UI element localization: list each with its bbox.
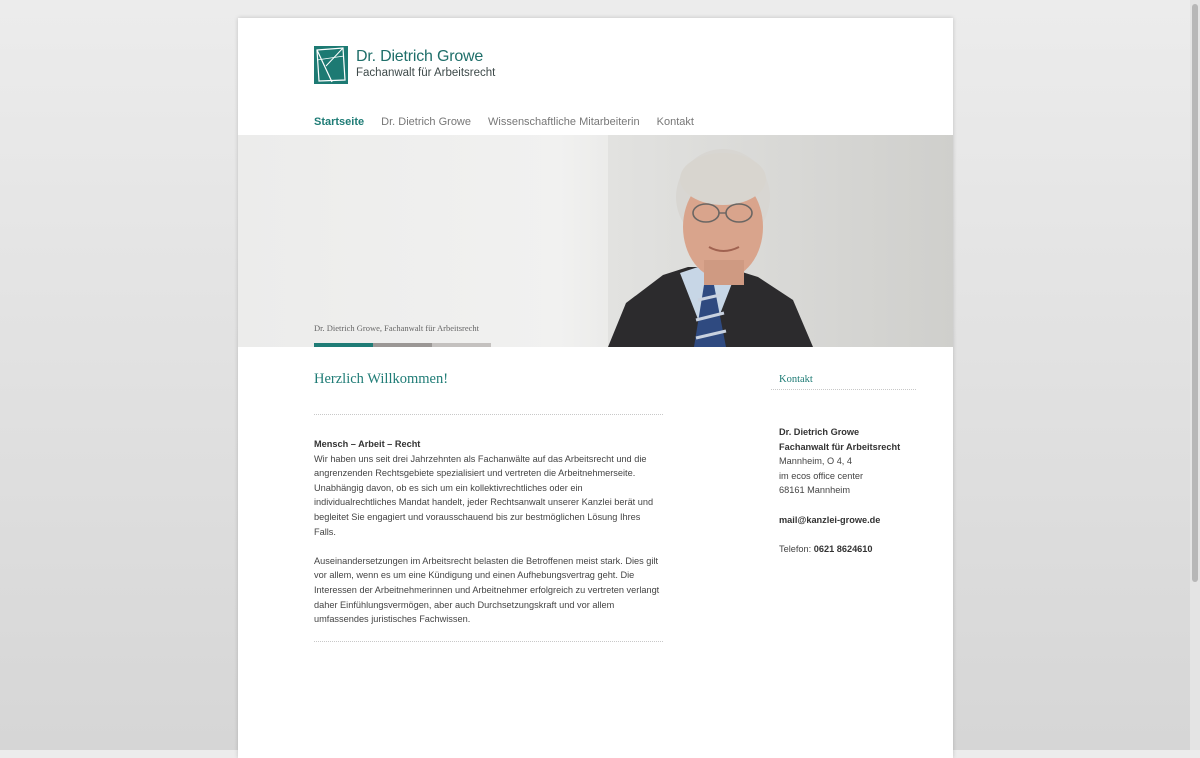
paragraph-2: Auseinandersetzungen im Arbeitsrecht belasten die Betroffenen meist stark. Dies gilt vor allem, wenn es um eine Kündigung und einen Aufhebungsvertrag geht. Die Interessen der Arbeitnehmerinnen und Arbeitnehmer erfolgreich zu vertreten verlangt daher Einfühlungsvermögen, aber auch Durchsetzungskraft und vor allem umfassendes juristisches Fachwissen.: [314, 555, 660, 625]
sidebar-title: Kontakt: [779, 374, 813, 385]
portrait-photo: [608, 135, 953, 347]
contact-role: Fachanwalt für Arbeitsrecht: [779, 441, 901, 452]
slider-dot-1[interactable]: [314, 343, 373, 347]
contact-email-link[interactable]: mail@kanzlei-growe.de: [779, 514, 881, 525]
main-content: [314, 371, 663, 642]
scrollbar-thumb[interactable]: [1192, 4, 1198, 582]
nav-item-startseite[interactable]: Startseite: [314, 116, 365, 128]
divider: [314, 414, 663, 415]
nav-item-wissenschaftliche-mitarbeiterin[interactable]: Wissenschaftliche Mitarbeiterin: [488, 116, 640, 128]
contact-name: Dr. Dietrich Growe: [779, 427, 860, 437]
sidebar-contact: [771, 374, 916, 556]
intro-heading: Mensch – Arbeit – Recht: [314, 439, 421, 449]
slider-dot-2[interactable]: [373, 343, 432, 347]
site-subtitle: Fachanwalt für Arbeitsrecht: [356, 67, 496, 79]
contact-city: 68161 Mannheim: [779, 485, 850, 496]
welcome-text: [314, 437, 663, 627]
hero-slider[interactable]: [238, 135, 953, 347]
page-scrollbar[interactable]: [1190, 0, 1200, 750]
contact-phone[interactable]: 0621 8624610: [813, 543, 873, 554]
contact-address: [779, 425, 916, 556]
site-logo[interactable]: [314, 46, 496, 84]
divider: [314, 641, 663, 642]
contact-building: im ecos office center: [779, 470, 864, 481]
logo-mark-icon: [314, 46, 348, 84]
slider-dot-3[interactable]: [432, 343, 491, 347]
paragraph-1: Wir haben uns seit drei Jahrzehnten als Fachanwälte auf das Arbeitsrecht und die angrenzenden Rechtsgebiete spezialisiert und vertreten die Arbeitnehmerseite. Unabhängig davon, ob es sich um ein kollektivrechtliches oder ein individualrechtliches Mandat handelt, jeder Rechtsanwalt unserer Kanzlei berät und begleitet Sie engagiert und vorausschauend bis zur bestmöglichen Lösung Ihres Falls.: [314, 453, 654, 537]
page-container: [238, 18, 953, 758]
nav-item-dr-dietrich-growe[interactable]: Dr. Dietrich Growe: [381, 116, 471, 128]
slider-progress: [314, 343, 491, 347]
site-name: Dr. Dietrich Growe: [356, 48, 484, 65]
contact-street: Mannheim, O 4, 4: [779, 456, 853, 467]
nav-item-kontakt[interactable]: Kontakt: [656, 116, 694, 128]
phone-label: Telefon:: [779, 543, 812, 554]
hero-caption: Dr. Dietrich Growe, Fachanwalt für Arbeitsrecht: [314, 323, 479, 333]
main-nav: [314, 112, 711, 128]
page-title: Herzlich Willkommen!: [314, 371, 449, 387]
divider: [771, 389, 916, 390]
